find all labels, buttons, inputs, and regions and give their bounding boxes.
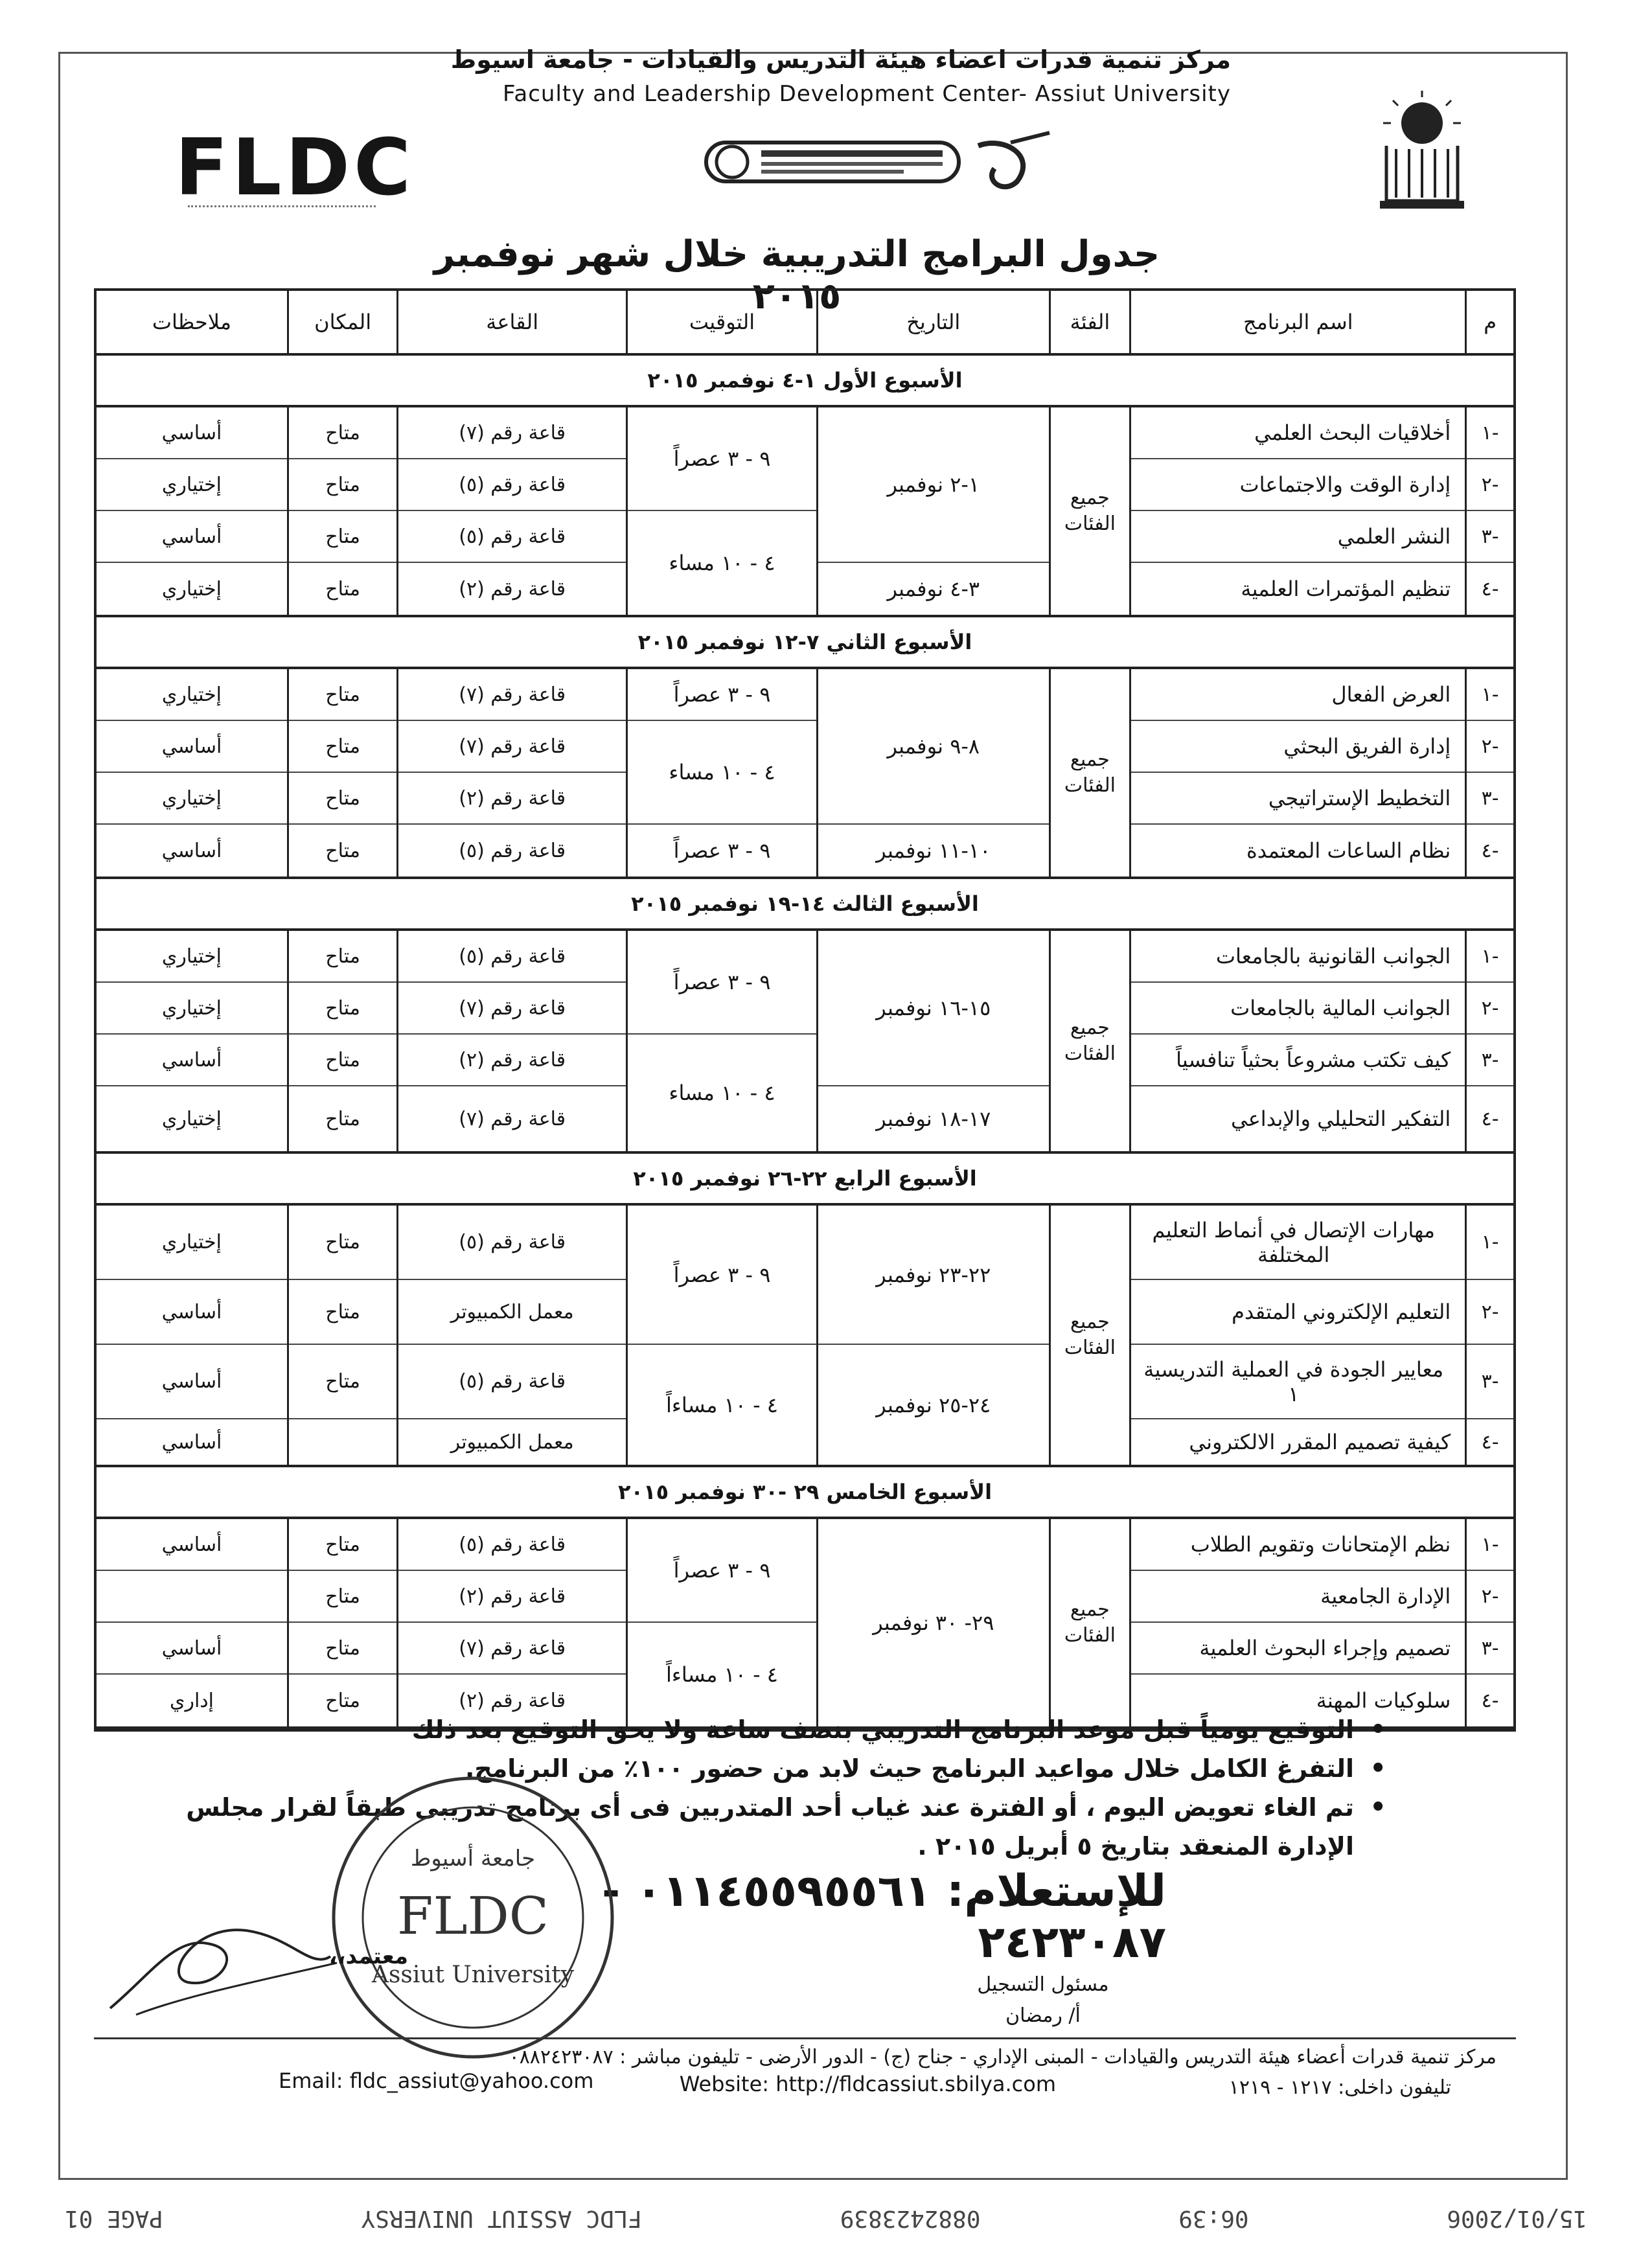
week-block (97, 1206, 1513, 1467)
fldc-logo (175, 123, 415, 213)
category-cell: جميع الفئات (1064, 1598, 1116, 1647)
week-column (1129, 407, 1465, 615)
week-column (1129, 1519, 1465, 1726)
week-column (287, 931, 396, 1151)
col-header-hall: القاعة (396, 291, 626, 353)
hall-cell: قاعة رقم (٧) (398, 407, 626, 459)
program-name: الجوانب المالية بالجامعات (1131, 983, 1465, 1035)
date-cell: ١٠-١١ نوفمبر (876, 838, 991, 863)
row-number: -١ (1467, 931, 1513, 983)
schedule-table (94, 288, 1516, 1732)
date-cell: ١-٢ نوفمبر (818, 407, 1049, 563)
time-cell: ٤ - ١٠ مساءاً (665, 1392, 778, 1417)
place-cell: متاح (289, 983, 396, 1035)
row-number: -٣ (1467, 1345, 1513, 1419)
row-number: -٢ (1467, 983, 1513, 1035)
hall-cell: قاعة رقم (٥) (398, 1206, 626, 1280)
week-column (396, 1519, 626, 1726)
hall-cell: معمل الكمبيوتر (398, 1280, 626, 1345)
note-cell: إختياري (97, 459, 287, 511)
place-cell: متاح (289, 1519, 396, 1571)
col-header-category: الفئة (1049, 291, 1130, 353)
week-title: الأسبوع الأول ١-٤ نوفمبر ٢٠١٥ (97, 356, 1513, 407)
program-name: التفكير التحليلي والإبداعي (1231, 1106, 1451, 1131)
row-number: -٤ (1481, 1430, 1499, 1454)
note-cell: أساسي (97, 511, 287, 563)
week-column (97, 1206, 287, 1465)
place-cell (289, 1419, 396, 1465)
week-column (287, 669, 396, 876)
place-cell: متاح (289, 721, 396, 773)
hall-cell: قاعة رقم (٢) (398, 1035, 626, 1086)
week-column (1465, 1519, 1513, 1726)
week-column (1129, 1206, 1465, 1465)
col-header-place: المكان (287, 291, 396, 353)
hall-cell: قاعة رقم (٢) (398, 1571, 626, 1623)
row-number: -١ (1467, 1206, 1513, 1280)
university-logo-icon (1367, 84, 1477, 214)
program-name: إدارة الفريق البحثي (1131, 721, 1465, 773)
time-cell: ٩ - ٣ عصراً (628, 931, 816, 1035)
week-column (1049, 1206, 1130, 1465)
place-cell: متاح (325, 1107, 360, 1130)
footer-website: Website: http://fldcassiut.sbilya.com (679, 2072, 1056, 2096)
place-cell: متاح (289, 1206, 396, 1280)
col-header-program: اسم البرنامج (1129, 291, 1465, 353)
week-block (97, 407, 1513, 617)
week-column (626, 931, 816, 1151)
time-cell: ٤ - ١٠ مساءاً (665, 1662, 778, 1687)
col-header-number: م (1465, 291, 1513, 353)
note-cell: أساسي (97, 407, 287, 459)
fax-number: 0882423839 (840, 2205, 981, 2232)
note-cell: إداري (169, 1689, 214, 1712)
footer-email: Email: fldc_assiut@yahoo.com (279, 2068, 594, 2093)
week-column (1465, 669, 1513, 876)
week-column (287, 407, 396, 615)
hall-cell: قاعة رقم (٥) (398, 1345, 626, 1419)
footer-address: مركز تنمية قدرات أعضاء هيئة التدريس والقيادات - المبنى الإداري - جناح (ج) - الدور الأرضى - تليفون مباشر : ٠٨٨٢٤٢٣٠٨٧ (509, 2046, 1497, 2068)
note-cell: أساسي (97, 1345, 287, 1419)
program-name: التعليم الإلكتروني المتقدم (1131, 1280, 1465, 1345)
document-title: جدول البرامج التدريبية خلال شهر نوفمبر ٢٠١٥ (433, 233, 1160, 317)
official-stamp-icon (324, 1769, 622, 2067)
hall-cell: قاعة رقم (٢) (459, 1689, 566, 1712)
place-cell: متاح (289, 931, 396, 983)
row-number: -٢ (1467, 1280, 1513, 1345)
week-column (287, 1206, 396, 1465)
time-cell: ٩ - ٣ عصراً (628, 1206, 816, 1345)
hall-cell: قاعة رقم (٧) (398, 669, 626, 721)
week-column (396, 407, 626, 615)
note-cell (97, 1571, 287, 1623)
fax-sender: FLDC ASSIUT UNIVERSY (361, 2205, 642, 2232)
program-name: أخلاقيات البحث العلمي (1131, 407, 1465, 459)
program-name: كيفية تصميم المقرر الالكتروني (1189, 1430, 1451, 1454)
stamp-bottom-text: Assiut University (371, 1962, 575, 1988)
week-title: الأسبوع الرابع ٢٢-٢٦ نوفمبر ٢٠١٥ (97, 1154, 1513, 1206)
week-column (396, 931, 626, 1151)
note-item: • تم الغاء تعويض اليوم ، أو الفترة عند غياب أحد المتدربين فى أى برنامج تدريبى طبقاً لقرار مجلس الإدارة المنعقد بتاريخ ٥ أبريل ٢٠١٥ . (143, 1788, 1386, 1866)
date-cell: ٣-٤ نوفمبر (887, 577, 980, 601)
week-column (396, 669, 626, 876)
hall-cell: قاعة رقم (٥) (459, 839, 566, 862)
week-title: الأسبوع الثاني ٧-١٢ نوفمبر ٢٠١٥ (97, 617, 1513, 669)
program-name: نظم الإمتحانات وتقويم الطلاب (1131, 1519, 1465, 1571)
hall-cell: قاعة رقم (٥) (398, 1519, 626, 1571)
stamp-middle-text: FLDC (397, 1886, 549, 1946)
place-cell: متاح (289, 1571, 396, 1623)
footer-internal-phone: تليفون داخلى: ١٢١٧ - ١٢١٩ (1228, 2076, 1451, 2099)
time-cell: ٤ - ١٠ مساء (669, 1081, 775, 1105)
fax-time: 06:39 (1178, 2205, 1249, 2232)
note-cell: إختياري (161, 577, 222, 601)
program-name: مهارات الإتصال في أنماط التعليم المختلفة (1131, 1206, 1465, 1280)
center-emblem-icon (700, 130, 1062, 194)
program-name: إدارة الوقت والاجتماعات (1131, 459, 1465, 511)
week-column (1049, 931, 1130, 1151)
fldc-logo-text: FLDC (175, 123, 415, 213)
place-cell: متاح (289, 1035, 396, 1086)
note-cell: أساسي (97, 1280, 287, 1345)
date-cell: ٢٤-٢٥ نوفمبر (876, 1392, 991, 1417)
week-column (816, 669, 1049, 876)
hall-cell: قاعة رقم (٥) (398, 459, 626, 511)
row-number: -٤ (1481, 1689, 1499, 1712)
note-item: • التفرغ الكامل خلال مواعيد البرنامج حيث لابد من حضور ١٠٠٪ من البرنامج. (143, 1749, 1386, 1788)
note-cell: إختياري (97, 773, 287, 825)
place-cell: متاح (289, 407, 396, 459)
place-cell: متاح (289, 773, 396, 825)
hall-cell: قاعة رقم (٧) (398, 983, 626, 1035)
date-cell: ١٧-١٨ نوفمبر (876, 1106, 991, 1131)
program-name: تنظيم المؤتمرات العلمية (1241, 577, 1451, 601)
week-column (1465, 407, 1513, 615)
row-number: -٣ (1467, 1035, 1513, 1086)
week-column (97, 407, 287, 615)
inquiry-phone: للإستعلام: ٠١١٤٥٥٩٥٥٦١ - ٢٤٢٣٠٨٧ (602, 1866, 1166, 1968)
time-cell: ٩ - ٣ عصراً (673, 838, 771, 863)
time-cell: ٩ - ٣ عصراً (628, 669, 816, 721)
signer-name: أ/ رمضان (1005, 2004, 1081, 2027)
time-cell: ٤ - ١٠ مساء (669, 551, 775, 575)
week-column (1049, 407, 1130, 615)
time-cell: ٩ - ٣ عصراً (628, 407, 816, 511)
place-cell: متاح (289, 459, 396, 511)
week-block (97, 931, 1513, 1154)
week-column (1465, 1206, 1513, 1465)
note-cell: إختياري (97, 983, 287, 1035)
footer-divider (94, 2037, 1516, 2039)
time-cell: ٩ - ٣ عصراً (628, 1519, 816, 1623)
row-number: -٢ (1467, 1571, 1513, 1623)
place-cell: متاح (289, 511, 396, 563)
program-name: كيف تكتب مشروعاً بحثياً تنافسياً (1131, 1035, 1465, 1086)
note-cell: أساسي (161, 839, 222, 862)
week-column (1049, 669, 1130, 876)
date-cell: ٢٢-٢٣ نوفمبر (818, 1206, 1049, 1345)
week-column (626, 1519, 816, 1726)
week-column (626, 407, 816, 615)
row-number: -٢ (1467, 721, 1513, 773)
week-column (1129, 669, 1465, 876)
category-cell: جميع الفئات (1064, 1016, 1116, 1065)
row-number: -٣ (1467, 511, 1513, 563)
program-name: معايير الجودة في العملية التدريسية ١ (1131, 1345, 1465, 1419)
week-block (97, 1519, 1513, 1729)
week-column (396, 1206, 626, 1465)
table-header-row (97, 291, 1513, 356)
note-item: • التوقيع يومياً قبل موعد البرنامج التدريبي بنصف ساعة ولا يحق التوقيع بعد ذلك (143, 1710, 1386, 1749)
week-column (1465, 931, 1513, 1151)
date-cell: ١٥-١٦ نوفمبر (818, 931, 1049, 1086)
col-header-notes: ملاحظات (152, 310, 232, 334)
time-cell: ٤ - ١٠ مساء (628, 721, 816, 825)
program-name: سلوكيات المهنة (1316, 1688, 1451, 1713)
place-cell: متاح (325, 1689, 360, 1712)
hall-cell: قاعة رقم (٢) (459, 577, 566, 601)
program-name: الإدارة الجامعية (1131, 1571, 1465, 1623)
place-cell: متاح (289, 1345, 396, 1419)
row-number: -١ (1467, 1519, 1513, 1571)
week-title: الأسبوع الثالث ١٤-١٩ نوفمبر ٢٠١٥ (97, 879, 1513, 931)
fax-date: 15/01/2006 (1447, 2205, 1587, 2232)
program-name: التخطيط الإستراتيجي (1131, 773, 1465, 825)
hall-cell: قاعة رقم (٧) (459, 1107, 566, 1130)
program-name: الجوانب القانونية بالجامعات (1131, 931, 1465, 983)
week-column (97, 669, 287, 876)
approved-label: معتمد،، (328, 1943, 408, 1969)
week-column (626, 669, 816, 876)
place-cell: متاح (289, 669, 396, 721)
week-column (626, 1206, 816, 1465)
week-column (1129, 931, 1465, 1151)
stamp-top-text: جامعة أسيوط (410, 1846, 536, 1872)
program-name: العرض الفعال (1131, 669, 1465, 721)
date-cell: ٨-٩ نوفمبر (818, 669, 1049, 825)
week-column (816, 1519, 1049, 1726)
note-cell: أساسي (97, 1035, 287, 1086)
note-cell: أساسي (97, 1519, 287, 1571)
row-number: -٤ (1481, 1107, 1499, 1130)
week-title: الأسبوع الخامس ٢٩ -٣٠ نوفمبر ٢٠١٥ (97, 1467, 1513, 1519)
row-number: -٣ (1467, 1623, 1513, 1675)
place-cell: متاح (325, 839, 360, 862)
week-column (97, 931, 287, 1151)
registration-officer (939, 1969, 1147, 2032)
note-cell: إختياري (97, 931, 287, 983)
col-header-date: التاريخ (816, 291, 1049, 353)
note-cell: أساسي (97, 721, 287, 773)
note-cell: أساسي (161, 1430, 222, 1454)
row-number: -١ (1467, 669, 1513, 721)
note-cell: إختياري (161, 1107, 222, 1130)
week-column (1049, 1519, 1130, 1726)
row-number: -٤ (1481, 839, 1499, 862)
fax-page: PAGE 01 (65, 2205, 163, 2232)
week-column (816, 407, 1049, 615)
category-cell: جميع الفئات (1064, 487, 1116, 535)
hall-cell: معمل الكمبيوتر (450, 1430, 574, 1454)
hall-cell: قاعة رقم (٧) (398, 721, 626, 773)
place-cell: متاح (289, 1280, 396, 1345)
week-block (97, 669, 1513, 879)
center-name-english: Faculty and Leadership Development Center- Assiut University (502, 81, 1231, 107)
hall-cell: قاعة رقم (٢) (398, 773, 626, 825)
place-cell: متاح (289, 1623, 396, 1675)
signer-role: مسئول التسجيل (977, 1973, 1109, 1996)
hall-cell: قاعة رقم (٧) (398, 1623, 626, 1675)
week-column (816, 1206, 1049, 1465)
program-name: النشر العلمي (1131, 511, 1465, 563)
note-cell: إختياري (97, 1206, 287, 1280)
category-cell: جميع الفئات (1064, 1311, 1116, 1359)
row-number: -٤ (1481, 577, 1499, 601)
program-name: نظام الساعات المعتمدة (1246, 838, 1451, 863)
fax-header (65, 2203, 1587, 2235)
row-number: -٢ (1467, 459, 1513, 511)
col-header-time: التوقيت (626, 291, 816, 353)
weeks-container (97, 356, 1513, 1729)
note-cell: إختياري (97, 669, 287, 721)
week-column (287, 1519, 396, 1726)
note-cell: أساسي (97, 1623, 287, 1675)
week-column (97, 1519, 287, 1726)
week-column (816, 931, 1049, 1151)
hall-cell: قاعة رقم (٥) (398, 511, 626, 563)
center-name-arabic: مركز تنمية قدرات اعضاء هيئة التدريس والقيادات - جامعة اسيوط (450, 45, 1231, 74)
place-cell: متاح (325, 577, 360, 601)
row-number: -٣ (1467, 773, 1513, 825)
fldc-logo-underline (188, 205, 376, 212)
program-name: تصميم وإجراء البحوث العلمية (1131, 1623, 1465, 1675)
date-cell: ٢٩- ٣٠ نوفمبر (873, 1610, 994, 1635)
row-number: -١ (1467, 407, 1513, 459)
hall-cell: قاعة رقم (٥) (398, 931, 626, 983)
category-cell: جميع الفئات (1064, 748, 1116, 797)
